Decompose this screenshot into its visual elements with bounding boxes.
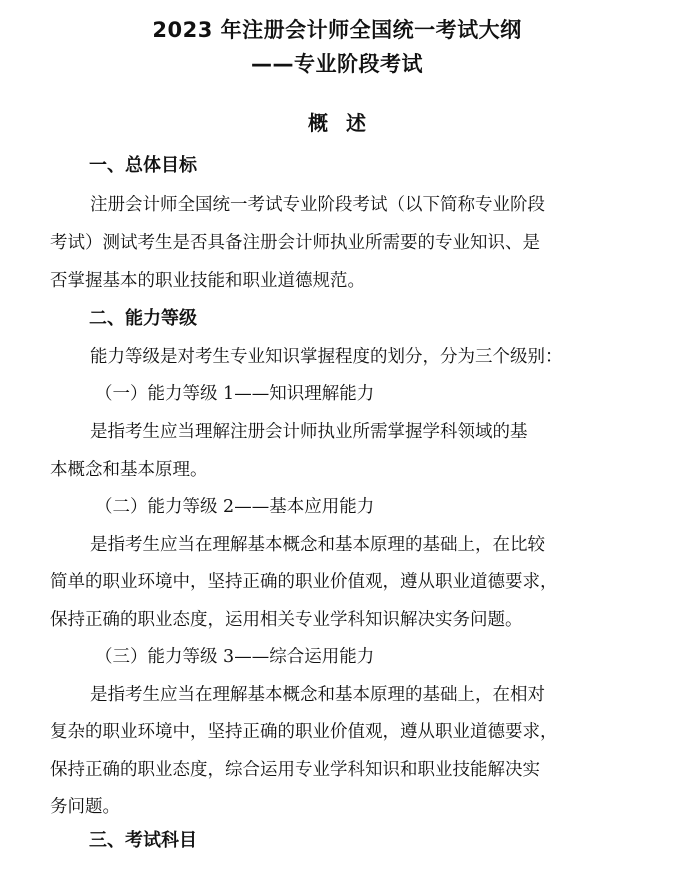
paragraph-line: 是指考生应当理解注册会计师执业所需掌握学科领域的基 <box>90 422 528 442</box>
subheading-level-3: （三）能力等级 3——综合运用能力 <box>95 647 375 667</box>
section-heading-ability-levels: 二、能力等级 <box>89 308 197 329</box>
paragraph-line: 是指考生应当在理解基本概念和基本原理的基础上，在相对 <box>90 685 545 705</box>
section-heading-exam-subjects: 三、考试科目 <box>89 830 197 851</box>
document-subtitle: ——专业阶段考试 <box>251 52 423 76</box>
overview-title: 概述 <box>308 111 384 135</box>
paragraph-line: 简单的职业环境中，坚持正确的职业价值观，遵从职业道德要求， <box>50 572 558 592</box>
paragraph-line: 否掌握基本的职业技能和职业道德规范。 <box>50 271 365 291</box>
document-title: 2023 年注册会计师全国统一考试大纲 <box>152 18 522 42</box>
section-heading-goals: 一、总体目标 <box>89 155 197 176</box>
subheading-level-2: （二）能力等级 2——基本应用能力 <box>95 497 375 517</box>
paragraph-line: 注册会计师全国统一考试专业阶段考试（以下简称专业阶段 <box>90 195 545 215</box>
paragraph-line: 能力等级是对考生专业知识掌握程度的划分，分为三个级别： <box>90 347 563 367</box>
paragraph-line: 保持正确的职业态度，综合运用专业学科知识和职业技能解决实 <box>50 760 540 780</box>
paragraph-line: 保持正确的职业态度，运用相关专业学科知识解决实务问题。 <box>50 610 523 630</box>
subheading-level-1: （一）能力等级 1——知识理解能力 <box>95 384 375 404</box>
paragraph-line: 复杂的职业环境中，坚持正确的职业价值观，遵从职业道德要求， <box>50 722 558 742</box>
paragraph-line: 考试）测试考生是否具备注册会计师执业所需要的专业知识、是 <box>50 233 540 253</box>
paragraph-line: 本概念和基本原理。 <box>50 460 208 480</box>
paragraph-line: 是指考生应当在理解基本概念和基本原理的基础上，在比较 <box>90 535 545 555</box>
paragraph-line: 务问题。 <box>50 797 120 817</box>
